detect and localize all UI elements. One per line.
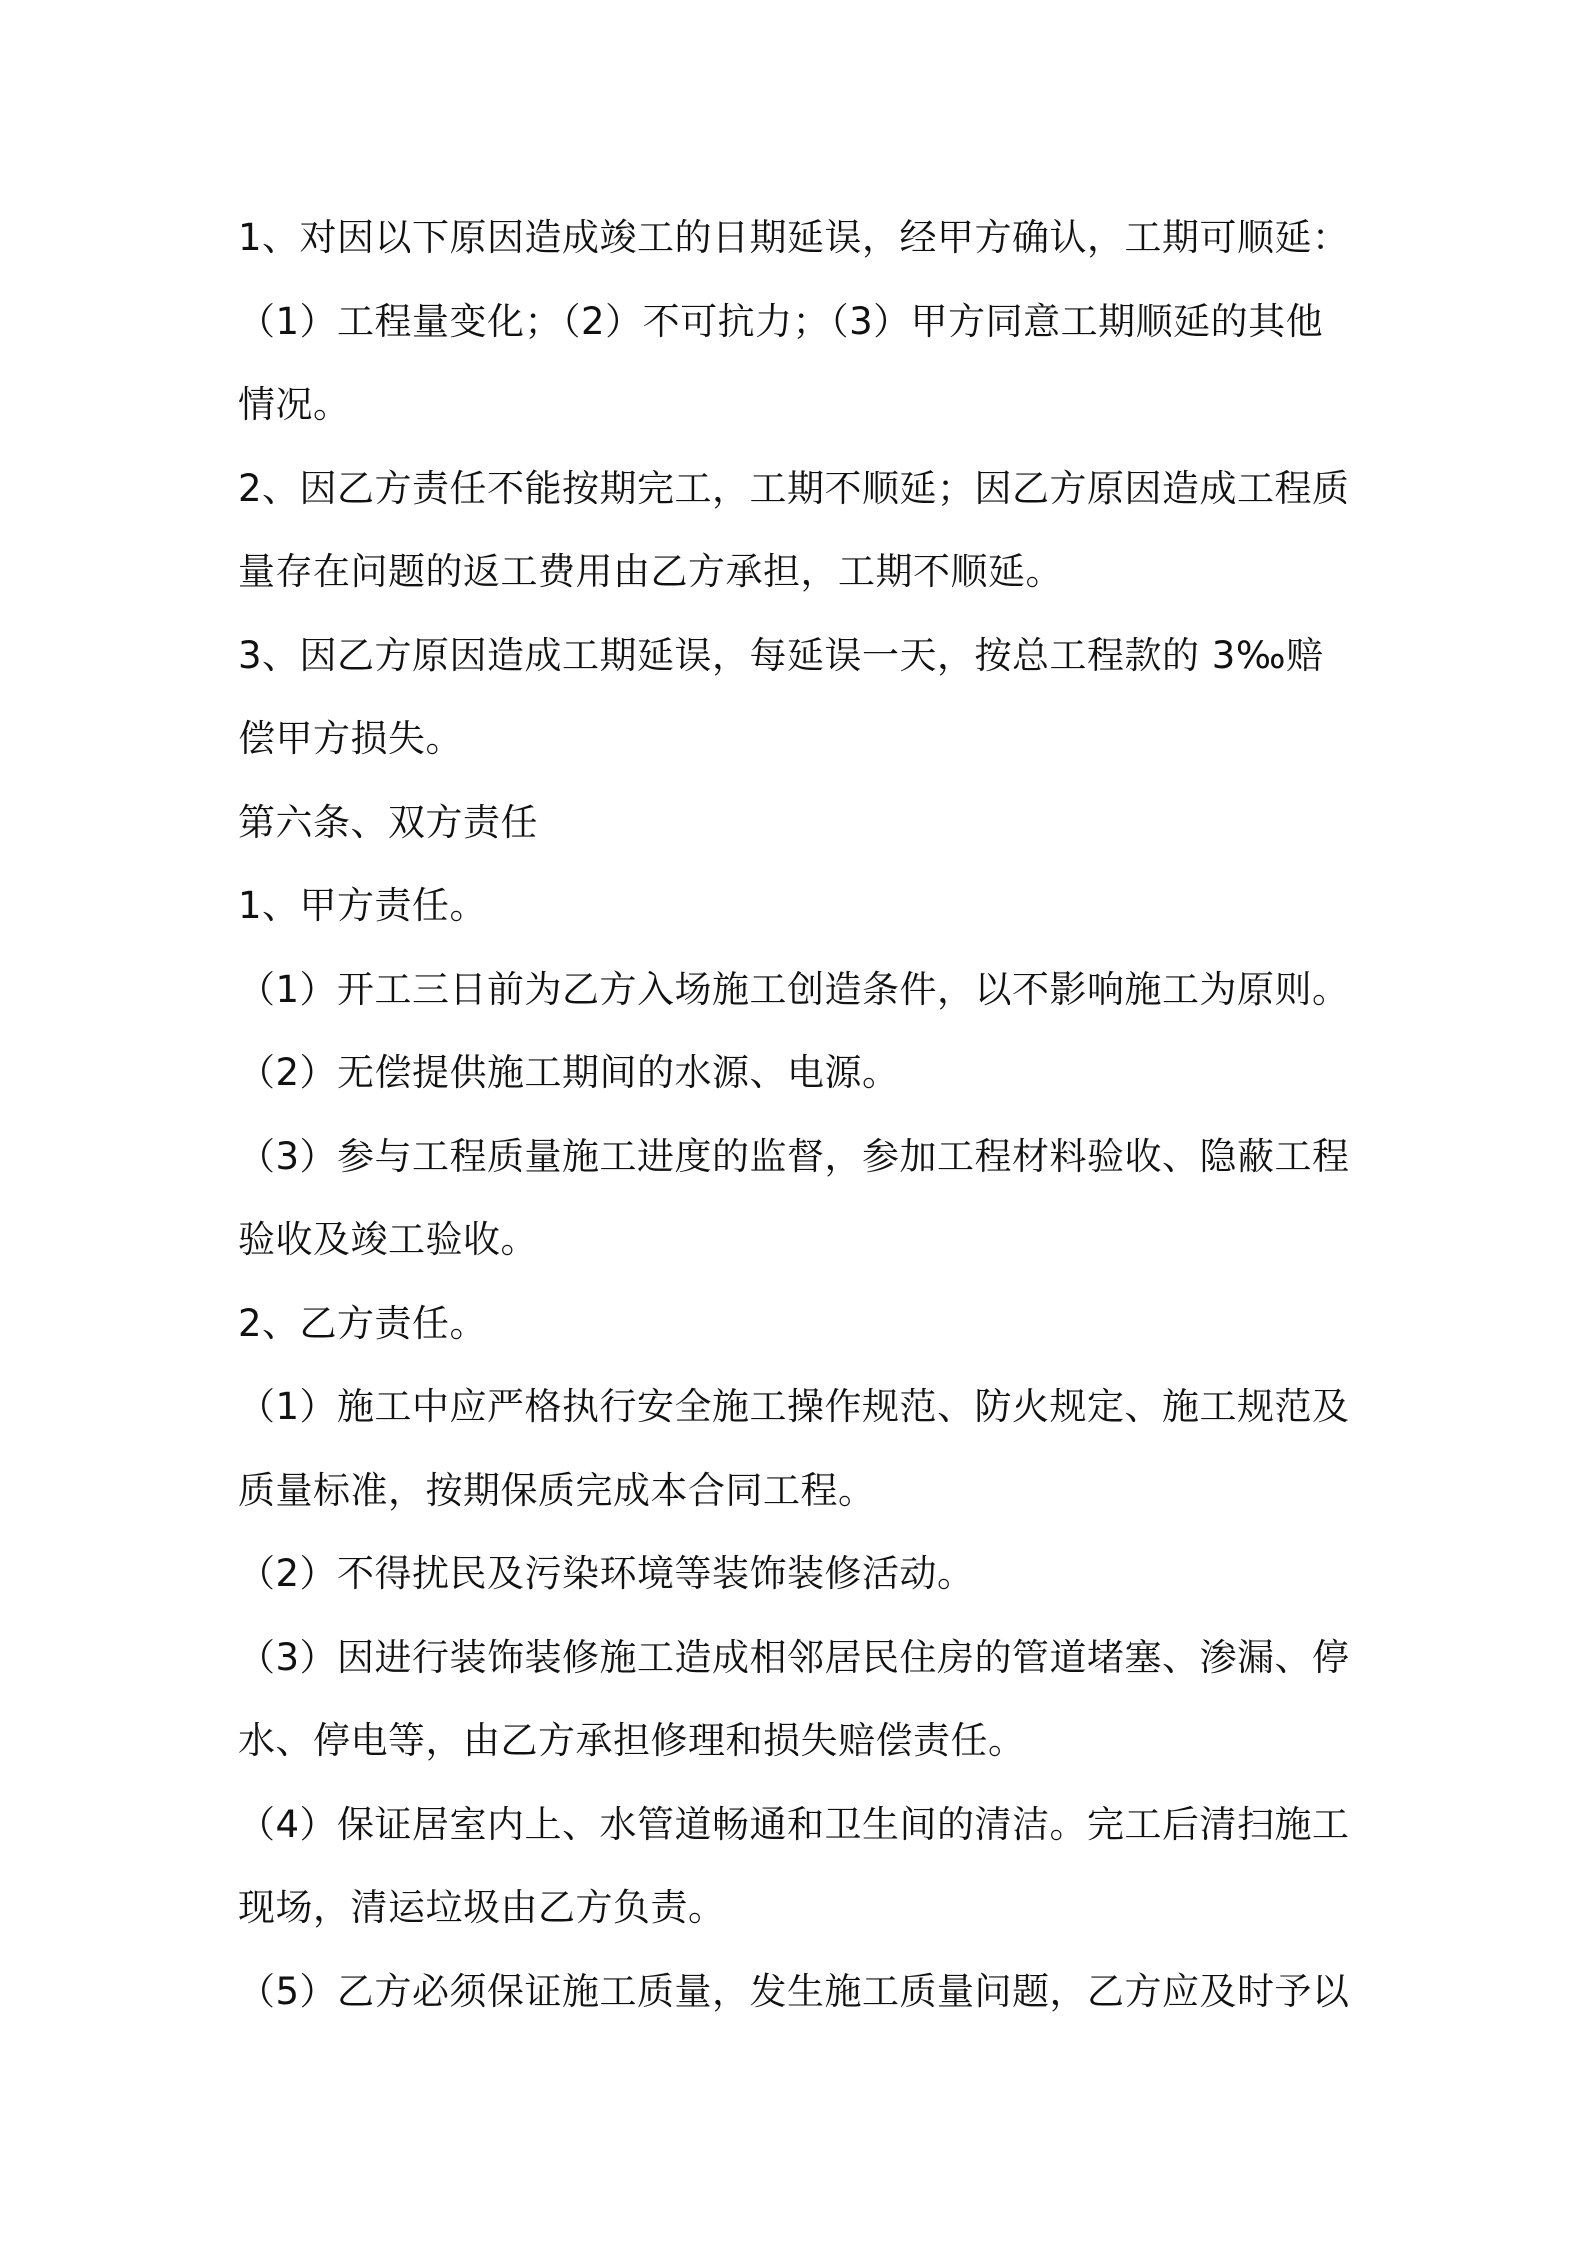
clause-1-delay-extension: 1、对因以下原因造成竣工的日期延误，经甲方确认，工期可顺延：	[238, 216, 1350, 259]
party-b-responsibility-heading: 2、乙方责任。	[238, 1301, 488, 1345]
party-a-item-2: （2）无偿提供施工期间的水源、电源。	[238, 1051, 900, 1094]
party-b-item-2: （2）不得扰民及污染环境等装饰装修活动。	[238, 1552, 975, 1595]
clause-1-delay-reasons: （1）工程量变化；（2）不可抗力；（3）甲方同意工期顺延的其他情况。	[238, 299, 1324, 426]
document-body	[238, 196, 1354, 2033]
clause-2-no-extension: 2、因乙方责任不能按期完工，工期不顺延；因乙方原因造成工程质量存在问题的返工费用由乙方承担，工期不顺延。	[238, 466, 1350, 593]
clause-3-delay-penalty: 3、因乙方原因造成工期延误，每延误一天，按总工程款的 3‰赔偿甲方损失。	[238, 633, 1324, 760]
party-b-item-3: （3）因进行装饰装修施工造成相邻居民住房的管道堵塞、渗漏、停水、停电等，由乙方承担修理和损失赔偿责任。	[238, 1635, 1350, 1762]
party-b-item-1: （1）施工中应严格执行安全施工操作规范、防火规定、施工规范及质量标准，按期保质完成本合同工程。	[238, 1385, 1350, 1512]
party-b-item-5: （5）乙方必须保证施工质量，发生施工质量问题，乙方应及时予以	[238, 1969, 1350, 2013]
party-a-responsibility-heading: 1、甲方责任。	[238, 884, 488, 927]
party-a-item-1: （1）开工三日前为乙方入场施工创造条件，以不影响施工为原则。	[238, 967, 1350, 1011]
party-b-item-4: （4）保证居室内上、水管道畅通和卫生间的清洁。完工后清扫施工现场，清运垃圾由乙方负责。	[238, 1802, 1350, 1929]
party-a-item-3: （3）参与工程质量施工进度的监督，参加工程材料验收、隐蔽工程验收及竣工验收。	[238, 1134, 1350, 1261]
article-6-heading: 第六条、双方责任	[238, 800, 538, 844]
